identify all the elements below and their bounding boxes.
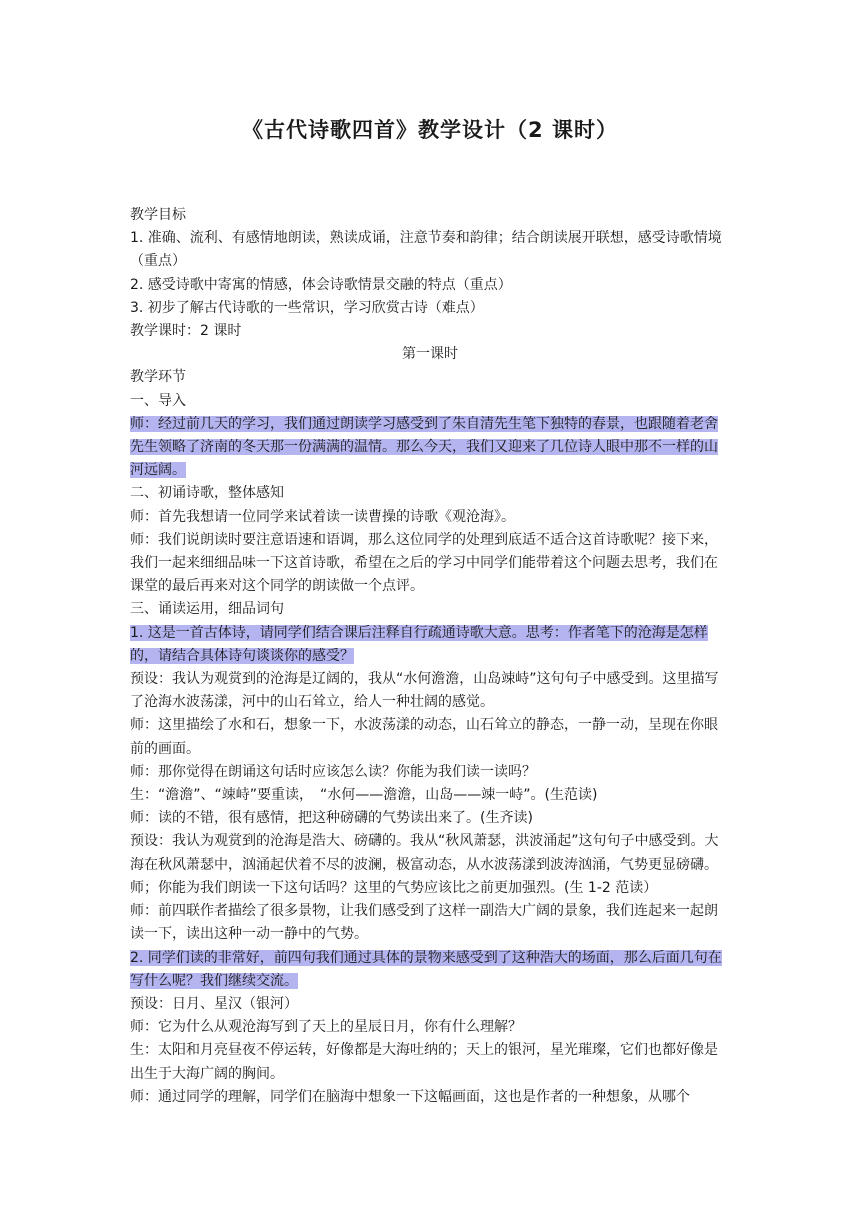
text-line: 1. 准确、流利、有感情地朗读，熟读成诵，注意节奏和韵律；结合朗读展开联想，感受诗歌情境（重点） bbox=[130, 230, 722, 270]
text-line: 师：这里描绘了水和石，想象一下，水波荡漾的动态，山石耸立的静态，一静一动，呈现在你眼前的画面。 bbox=[130, 717, 718, 757]
text-line: 师：通过同学的理解，同学们在脑海中想象一下这幅画面，这也是作者的一种想象，从哪个 bbox=[130, 1088, 690, 1105]
text-line: 教学课时：2 课时 bbox=[130, 323, 242, 340]
section-heading: 第一课时 bbox=[402, 346, 458, 363]
text-line: 教学目标 bbox=[130, 207, 186, 223]
text-line: 3. 初步了解古代诗歌的一些常识，学习欣赏古诗（难点） bbox=[130, 299, 484, 316]
text-line: 预设：我认为观赏到的沧海是辽阔的，我从“水何澹澹，山岛竦峙”这句句子中感受到。这里描写了沧海水波荡漾，河中的山石耸立，给人一种壮阔的感觉。 bbox=[130, 671, 719, 711]
text-line: 生：“澹澹”、“竦峙”要重读， “水何——澹澹，山岛——竦一峙”。(生范读) bbox=[130, 787, 598, 804]
text-line: 预设：日月、星汉（银河） bbox=[130, 995, 298, 1012]
highlighted-text-line: 2. 同学们读的非常好，前四句我们通过具体的景物来感受到了这种浩大的场面，那么后面几句在写什么呢？我们继续交流。 bbox=[130, 949, 722, 989]
highlighted-text-line: 师：经过前几天的学习，我们通过朗读学习感受到了朱自清先生笔下独特的春景，也跟随着老舍先生领略了济南的冬天那一份满满的温情。那么今天，我们又迎来了几位诗人眼中那不一样的山河远阔。 bbox=[130, 415, 718, 479]
text-line: 生：太阳和月亮昼夜不停运转，好像都是大海吐纳的；天上的银河，星光璀璨，它们也都好像是出生于大海广阔的胸间。 bbox=[130, 1042, 718, 1082]
text-line: 师；你能为我们朗读一下这句话吗？这里的气势应该比之前更加强烈。(生 1-2 范读） bbox=[130, 879, 658, 896]
text-line: 教学环节 bbox=[130, 369, 186, 386]
highlighted-text-line: 1. 这是一首古体诗，请同学们结合课后注释自行疏通诗歌大意。思考：作者笔下的沧海是怎样的，请结合具体诗句谈谈你的感受？ bbox=[130, 624, 708, 664]
text-line: 一、导入 bbox=[130, 392, 186, 409]
document-title: 《古代诗歌四首》教学设计（2 课时） bbox=[242, 118, 618, 142]
text-line: 师：首先我想请一位同学来试着读一读曹操的诗歌《观沧海》。 bbox=[130, 508, 515, 525]
text-line: 师：那你觉得在朗诵这句话时应该怎么读？你能为我们读一读吗？ bbox=[130, 763, 536, 780]
document-body bbox=[130, 204, 730, 1109]
text-line: 预设：我认为观赏到的沧海是浩大、磅礴的。我从“秋风萧瑟，洪波涌起”这句句子中感受到。大海在秋风萧瑟中，汹涌起伏着不尽的波澜，极富动态，从水波荡漾到波涛汹涌，气势更显磅礴。 bbox=[130, 833, 719, 873]
text-line: 师：我们说朗读时要注意语速和语调，那么这位同学的处理到底适不适合这首诗歌呢？接下来，我们一起来细细品味一下这首诗歌，希望在之后的学习中同学们能带着这个问题去思考，我们在课堂的最后再来对这个同学的朗读做一个点评。 bbox=[130, 531, 718, 595]
text-line: 师：它为什么从观沧海写到了天上的星辰日月，你有什么理解？ bbox=[130, 1019, 522, 1036]
text-line: 师：前四联作者描绘了很多景物，让我们感受到了这样一副浩大广阔的景象，我们连起来一起朗读一下，读出这种一动一静中的气势。 bbox=[130, 903, 718, 943]
text-line: 二、初诵诗歌，整体感知 bbox=[130, 485, 284, 502]
text-line: 三、诵读运用，细品词句 bbox=[130, 601, 284, 618]
text-line: 2. 感受诗歌中寄寓的情感，体会诗歌情景交融的特点（重点） bbox=[130, 276, 512, 293]
text-line: 师：读的不错，很有感情，把这种磅礴的气势读出来了。(生齐读) bbox=[130, 810, 533, 827]
